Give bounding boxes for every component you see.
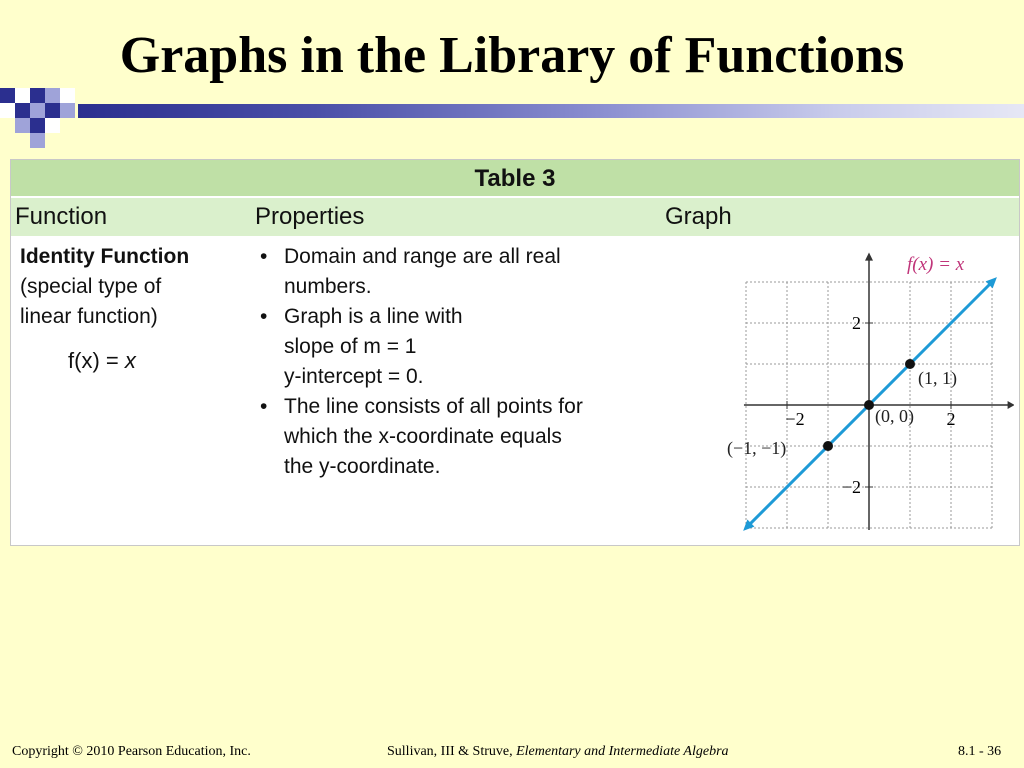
table-row (11, 236, 1019, 545)
identity-function-graph (714, 242, 1014, 542)
function-description-line: linear function) (20, 305, 158, 328)
property-line: numbers. (284, 275, 372, 298)
property-line: y-intercept = 0. (284, 365, 424, 388)
property-bullet (256, 302, 676, 392)
function-cell (20, 242, 250, 376)
function-label: f(x) = x (907, 254, 965, 275)
footer-book: Elementary and Intermediate Algebra (516, 744, 729, 759)
formula-lhs: f(x) (68, 348, 100, 373)
x-tick-label: 2 (946, 409, 956, 429)
function-name: Identity Function (20, 245, 190, 268)
header-properties: Properties (255, 203, 365, 230)
function-formula (20, 346, 250, 376)
property-line: slope of m = 1 (284, 335, 417, 358)
property-line: • Graph is a line with (284, 305, 463, 328)
footer-author: Sullivan, III & Struve, (387, 744, 517, 759)
y-tick-label: −2 (841, 477, 861, 497)
data-point (905, 359, 915, 369)
header-function: Function (15, 203, 108, 230)
data-point (864, 400, 874, 410)
y-tick-label: 2 (852, 313, 861, 333)
property-line: • The line consists of all points for (284, 395, 583, 418)
properties-cell (256, 242, 676, 482)
x-tick-label: −2 (785, 409, 805, 429)
footer-page-number: 8.1 - 36 (958, 744, 1002, 759)
property-bullet (256, 242, 676, 302)
header-graph: Graph (665, 203, 732, 230)
library-table (10, 159, 1020, 546)
graph-points (727, 359, 957, 459)
property-line: which the x-coordinate equals (284, 425, 562, 448)
footer-citation (387, 744, 729, 764)
function-description-line: (special type of (20, 275, 162, 298)
property-line: the y-coordinate. (284, 455, 441, 478)
table-title: Table 3 (11, 160, 1019, 196)
y-axis-arrow (865, 252, 873, 260)
point-label: (1, 1) (918, 368, 957, 388)
formula-rhs: x (124, 348, 136, 373)
property-line: • Domain and range are all real (284, 245, 561, 268)
point-label: (−1, −1) (727, 438, 787, 458)
title-decoration (0, 88, 1024, 148)
x-axis-arrow (1008, 401, 1014, 409)
property-bullet (256, 392, 676, 482)
data-point (823, 441, 833, 451)
point-label: (0, 0) (875, 406, 914, 426)
slide-title: Graphs in the Library of Functions (119, 27, 905, 84)
footer-copyright: Copyright © 2010 Pearson Education, Inc. (12, 744, 251, 759)
table-header-row (11, 198, 1019, 236)
formula-eq: = (99, 348, 125, 373)
